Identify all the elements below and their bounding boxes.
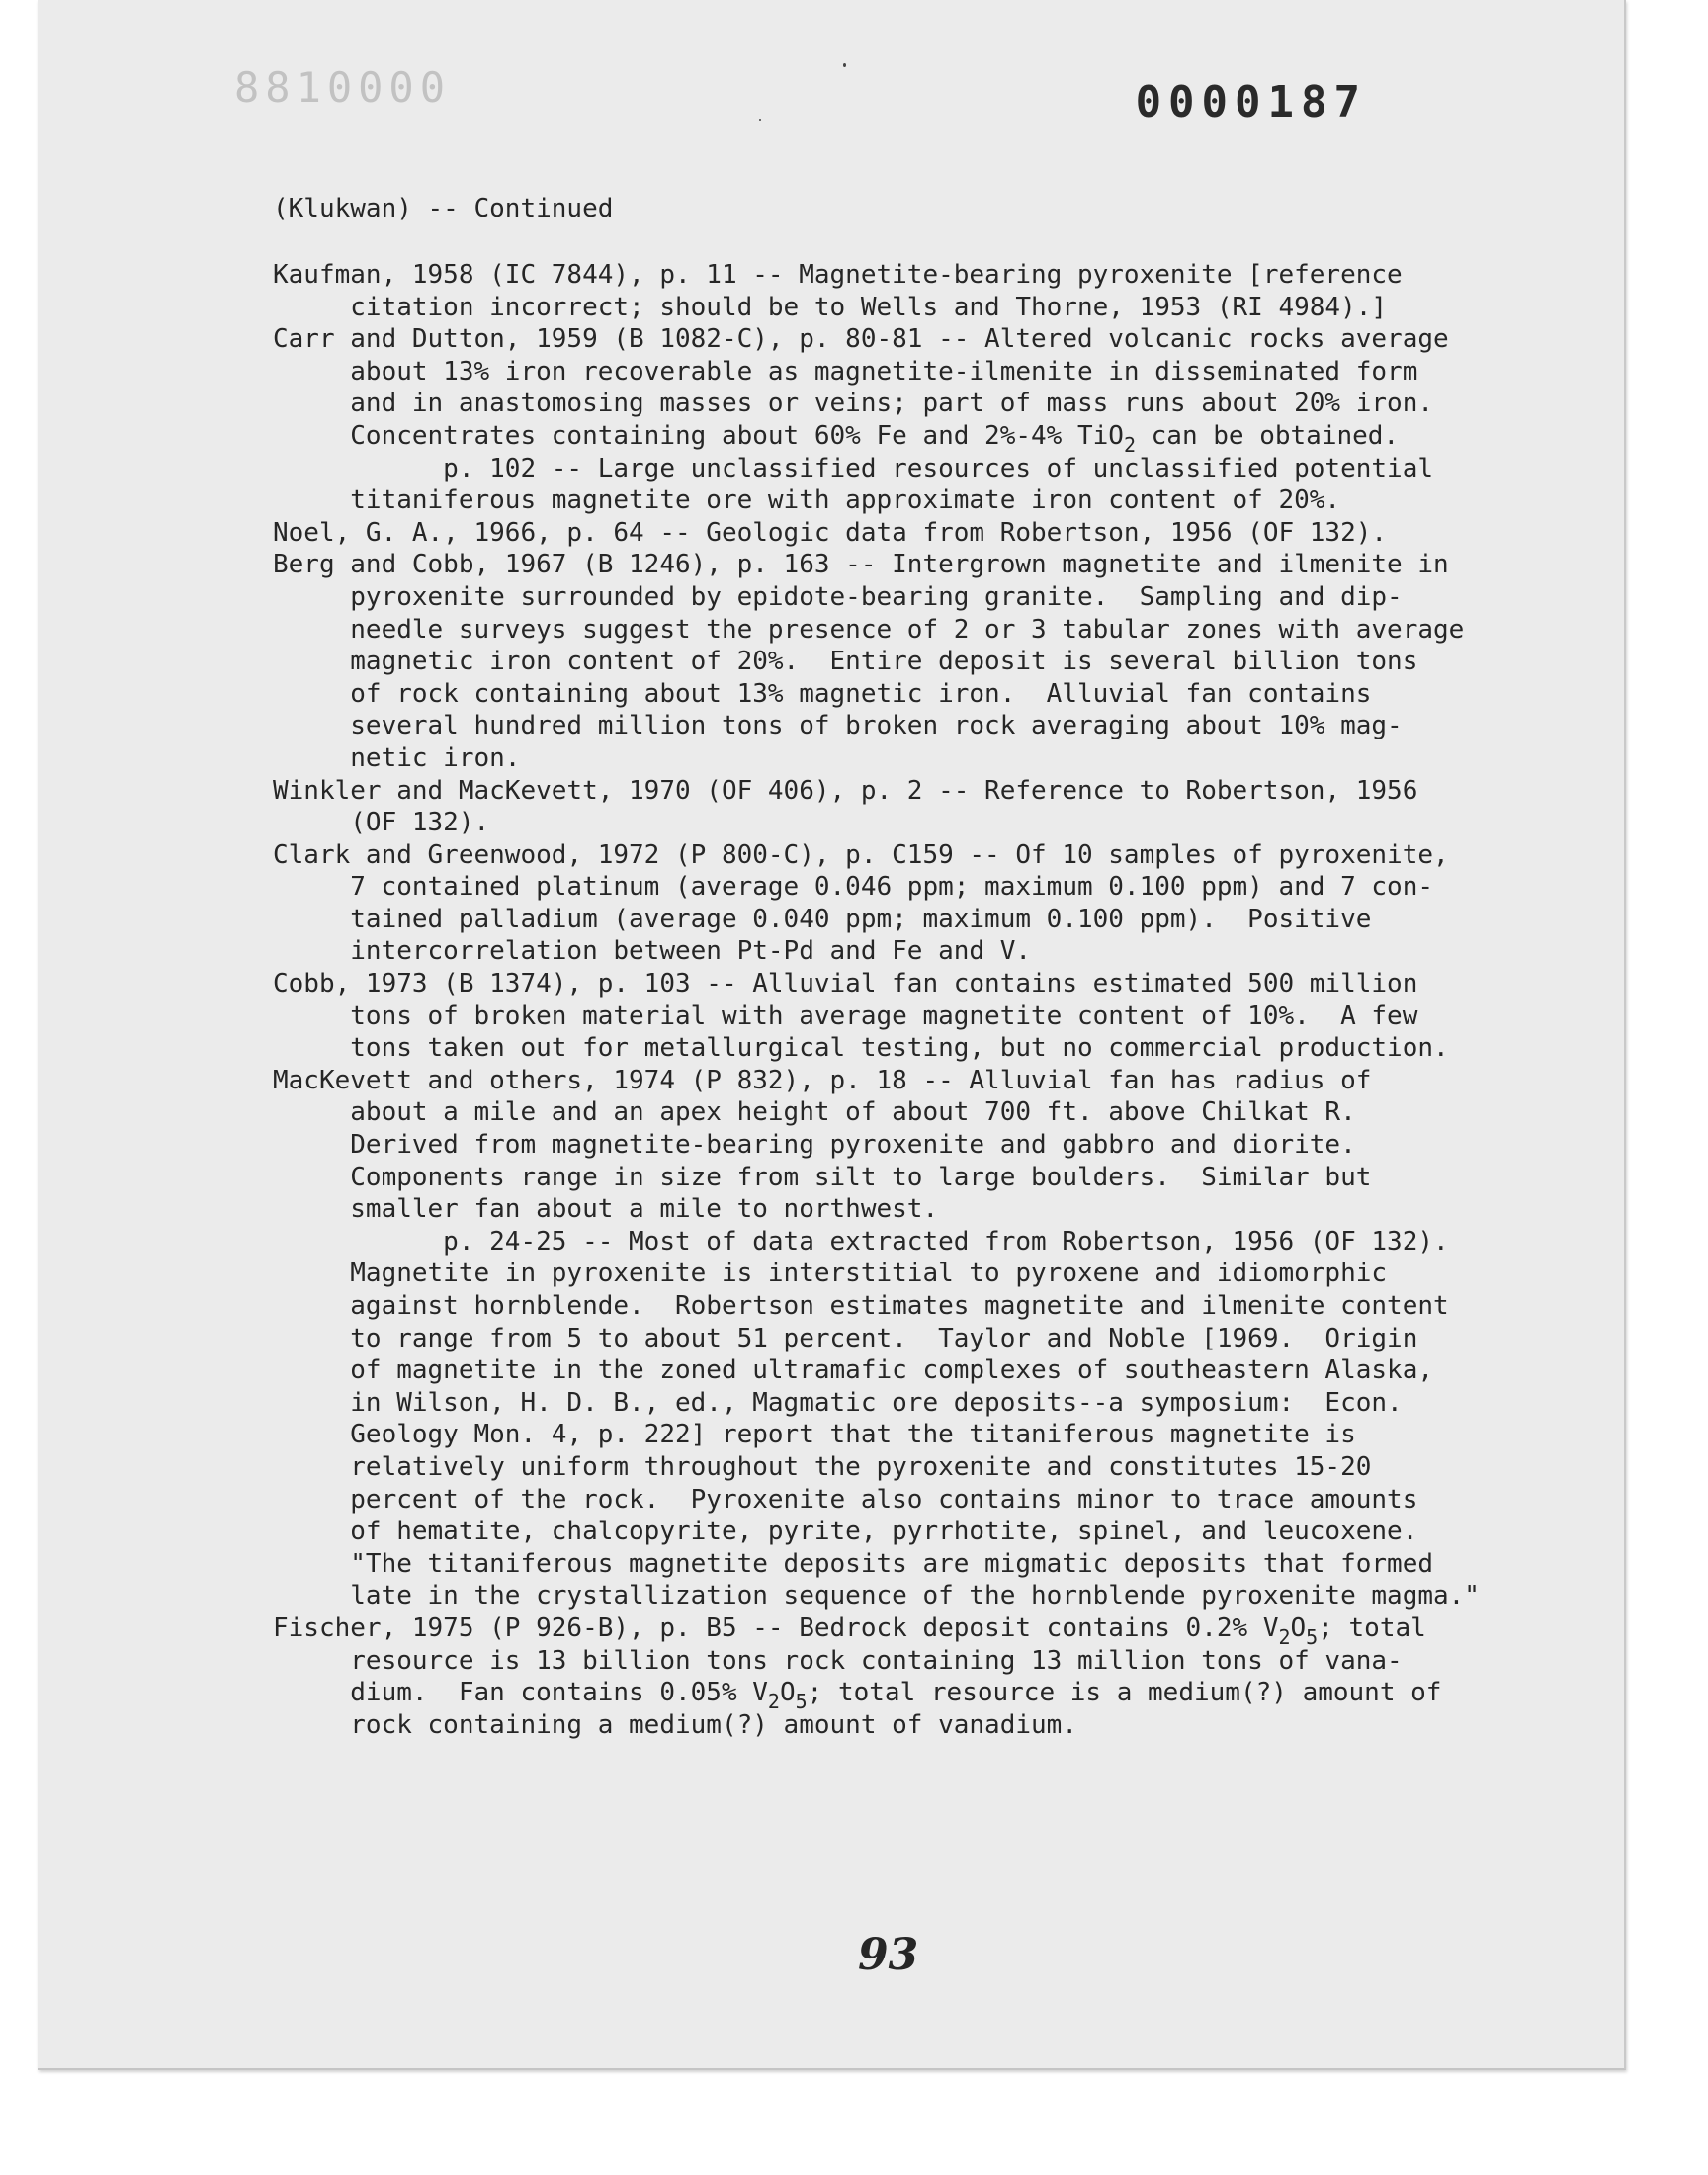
entry-line: tained palladium (average 0.040 ppm; maximum 0.100 ppm). Positive	[273, 904, 1372, 934]
entry-line: pyroxenite surrounded by epidote-bearing granite. Sampling and dip-	[273, 581, 1403, 612]
entry-line: Noel, G. A., 1966, p. 64 -- Geologic data from Robertson, 1956 (OF 132).	[273, 517, 1388, 548]
entry-line: and in anastomosing masses or veins; part of mass runs about 20% iron.	[273, 389, 1433, 419]
entry-line: tons taken out for metallurgical testing, but no commercial production.	[273, 1033, 1449, 1064]
reference-entry	[273, 968, 1558, 1065]
reference-entry	[273, 549, 1558, 774]
scan-speck	[843, 63, 846, 67]
entry-line: Cobb, 1973 (B 1374), p. 103 -- Alluvial fan contains estimated 500 million	[273, 969, 1418, 1000]
entry-line: "The titaniferous magnetite deposits are migmatic deposits that formed	[273, 1548, 1433, 1579]
entry-line: about 13% iron recoverable as magnetite-ilmenite in disseminated form	[273, 356, 1418, 387]
entry-line: Carr and Dutton, 1959 (B 1082-C), p. 80-81 -- Altered volcanic rocks average	[273, 324, 1449, 355]
entry-line: in Wilson, H. D. B., ed., Magmatic ore deposits--a symposium: Econ.	[273, 1387, 1403, 1418]
stamp-code: 8810000	[234, 63, 452, 112]
page-number: 93	[858, 1930, 919, 1980]
entry-line: netic iron.	[273, 742, 521, 773]
entry-line: late in the crystallization sequence of the hornblende pyroxenite magma."	[273, 1581, 1480, 1611]
entry-line: Clark and Greenwood, 1972 (P 800-C), p. C159 -- Of 10 samples of pyroxenite,	[273, 839, 1449, 870]
entry-line: (OF 132).	[273, 808, 490, 838]
entry-line: Derived from magnetite-bearing pyroxenite and gabbro and diorite.	[273, 1130, 1356, 1161]
section-header: (Klukwan) -- Continued	[273, 194, 614, 223]
entry-line: Magnetite in pyroxenite is interstitial to pyroxene and idiomorphic	[273, 1259, 1388, 1289]
entry-line: Berg and Cobb, 1967 (B 1246), p. 163 -- Intergrown magnetite and ilmenite in	[273, 550, 1449, 580]
reference-entry	[273, 839, 1558, 968]
reference-entry-fischer	[273, 1612, 1558, 1741]
entry-line: citation incorrect; should be to Wells and Thorne, 1953 (RI 4984).]	[273, 292, 1388, 322]
reference-entries	[273, 259, 1558, 1612]
reference-entry	[273, 259, 1558, 323]
entry-line: titaniferous magnetite ore with approximate iron content of 20%.	[273, 485, 1341, 516]
document-number: 0000187	[1135, 77, 1367, 128]
entry-line: needle surveys suggest the presence of 2 or 3 tabular zones with average	[273, 614, 1465, 645]
entry-line: Geology Mon. 4, p. 222] report that the titaniferous magnetite is	[273, 1420, 1356, 1450]
entry-line: dium. Fan contains 0.05% $V_2O_5$; total resource is a medium(?) amount of	[273, 1678, 1442, 1714]
entry-line: Winkler and MacKevett, 1970 (OF 406), p. 2 -- Reference to Robertson, 1956	[273, 775, 1418, 806]
entry-line: intercorrelation between Pt-Pd and Fe and V.	[273, 936, 1032, 967]
entry-line: Fischer, 1975 (P 926-B), p. B5 -- Bedrock deposit contains 0.2% $V_2O_5$; total	[273, 1612, 1426, 1649]
entry-line: MacKevett and others, 1974 (P 832), p. 18 -- Alluvial fan has radius of	[273, 1065, 1372, 1095]
entry-line: p. 24-25 -- Most of data extracted from Robertson, 1956 (OF 132).	[273, 1226, 1449, 1257]
entry-line: Components range in size from silt to large boulders. Similar but	[273, 1162, 1372, 1192]
entry-line: of magnetite in the zoned ultramafic complexes of southeastern Alaska,	[273, 1355, 1433, 1386]
entry-line: to range from 5 to about 51 percent. Taylor and Noble [1969. Origin	[273, 1323, 1418, 1353]
entry-line: rock containing a medium(?) amount of vanadium.	[273, 1709, 1077, 1740]
entry-line: magnetic iron content of 20%. Entire deposit is several billion tons	[273, 647, 1418, 677]
entry-line: smaller fan about a mile to northwest.	[273, 1194, 939, 1225]
entry-line: Kaufman, 1958 (IC 7844), p. 11 -- Magnetite-bearing pyroxenite [reference	[273, 260, 1403, 290]
entry-line: tons of broken material with average magnetite content of 10%. A few	[273, 1000, 1418, 1031]
entry-line: percent of the rock. Pyroxenite also contains minor to trace amounts	[273, 1484, 1418, 1515]
references-body	[273, 259, 1558, 1741]
scan-speck	[759, 119, 761, 121]
reference-entry	[273, 517, 1558, 550]
entry-line: Concentrates containing about 60% Fe and 2%-4% TiO$_2$ can be obtained.	[273, 420, 1400, 457]
entry-line: of rock containing about 13% magnetic iron. Alluvial fan contains	[273, 678, 1372, 709]
entry-line: against hornblende. Robertson estimates magnetite and ilmenite content	[273, 1291, 1449, 1321]
entry-line: of hematite, chalcopyrite, pyrite, pyrrhotite, spinel, and leucoxene.	[273, 1517, 1418, 1547]
reference-entry	[273, 323, 1558, 517]
entry-line: p. 102 -- Large unclassified resources of unclassified potential	[273, 453, 1433, 483]
document-page	[38, 0, 1626, 2070]
reference-entry	[273, 1065, 1558, 1612]
entry-line: several hundred million tons of broken rock averaging about 10% mag-	[273, 711, 1403, 741]
entry-line: relatively uniform throughout the pyroxenite and constitutes 15-20	[273, 1451, 1372, 1482]
reference-entry	[273, 775, 1558, 839]
entry-line: about a mile and an apex height of about 700 ft. above Chilkat R.	[273, 1097, 1356, 1128]
entry-line: resource is 13 billion tons rock containing 13 million tons of vana-	[273, 1645, 1403, 1676]
entry-line: 7 contained platinum (average 0.046 ppm; maximum 0.100 ppm) and 7 con-	[273, 872, 1433, 903]
